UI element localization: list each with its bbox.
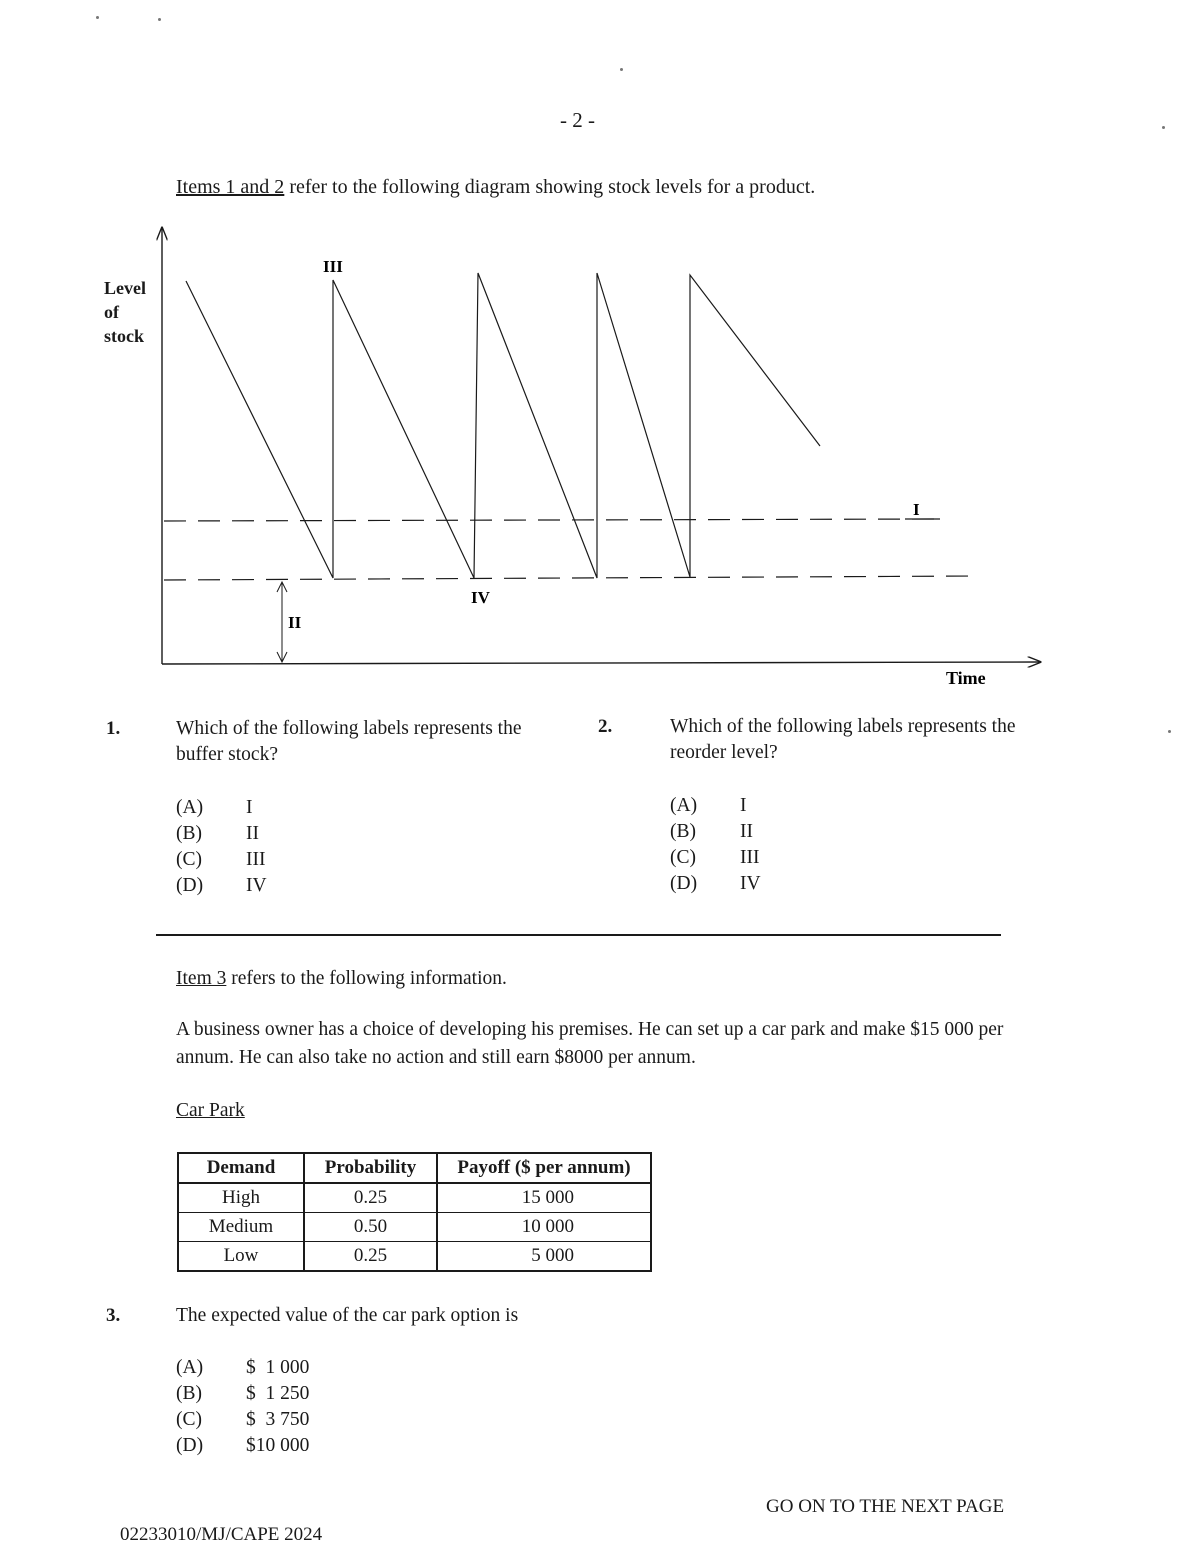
reorder-level-line [164,519,940,521]
payoff-table [177,1152,652,1272]
option-value: I [740,795,747,816]
q3-option[interactable] [176,1381,309,1407]
table-cell: Low [178,1242,304,1272]
item3-intro-text: refers to the following information. [226,968,507,989]
next-page-notice: GO ON TO THE NEXT PAGE [766,1496,1005,1517]
option-key: (A) [176,1357,204,1378]
y-axis-label-line: stock [104,326,144,346]
q2-number: 2. [598,716,613,737]
table-cell: 10 000 [437,1213,651,1242]
intro-text: refer to the following diagram showing stock levels for a product. [284,176,816,198]
q3-option[interactable] [176,1407,309,1433]
stock-level-diagram [0,0,1200,700]
option-key: (D) [176,1435,204,1456]
table-cell: Medium [178,1213,304,1242]
q1-option[interactable] [176,821,267,847]
q2-option[interactable] [670,819,761,845]
option-key: (C) [176,1409,202,1430]
q3-options [176,1355,309,1459]
option-key: (A) [670,795,698,816]
q2-option[interactable] [670,871,761,897]
label-IV: IV [471,588,490,607]
option-key: (B) [176,823,202,844]
option-key: (D) [670,873,698,894]
table-cell: 0.25 [304,1242,437,1272]
table-cell: 0.50 [304,1213,437,1242]
column-header: Demand [178,1153,304,1183]
q1-option[interactable] [176,795,267,821]
q1-option[interactable] [176,873,267,899]
q3-option[interactable] [176,1355,309,1381]
table-row [178,1242,651,1272]
option-value: $ 1 000 [246,1357,310,1378]
table-title: Car Park [176,1100,245,1121]
q1-text: Which of the following labels represents the buffer stock? [176,718,522,765]
scan-speck [1168,730,1171,733]
column-header: Payoff ($ per annum) [437,1153,651,1183]
option-value: $ 3 750 [246,1409,310,1430]
x-axis [162,662,1040,664]
option-value: II [246,823,259,844]
item3-paragraph: A business owner has a choice of developing his premises. He can set up a car park and make $15 000 per annum. He can also take no action and still earn $8000 per annum. [176,1019,1004,1068]
option-key: (C) [670,847,696,868]
q2-option[interactable] [670,845,761,871]
table-header-row [178,1153,651,1183]
option-value: III [740,847,760,868]
table-cell: 0.25 [304,1183,437,1213]
option-value: I [246,797,253,818]
x-axis-label: Time [946,668,986,688]
label-I: I [913,500,920,519]
option-key: (B) [670,821,696,842]
q2-options [670,793,761,897]
table-cell: 15 000 [437,1183,651,1213]
table-row [178,1213,651,1242]
label-III: III [323,257,343,276]
buffer-stock-line [164,576,978,580]
option-value: II [740,821,753,842]
page-number: - 2 - [560,108,595,132]
table-cell: 5 000 [437,1242,651,1272]
option-value: $ 1 250 [246,1383,310,1404]
q3-text: The expected value of the car park option is [176,1305,519,1326]
q3-option[interactable] [176,1433,309,1459]
q1-options [176,795,267,899]
option-value: III [246,849,266,870]
y-axis-label-line: Level [104,278,146,298]
section-divider [156,934,1001,936]
table-row [178,1183,651,1213]
q2-text: Which of the following labels represents the reorder level? [670,716,1016,763]
option-value: IV [740,873,761,894]
option-key: (C) [176,849,202,870]
y-axis-label [104,276,146,348]
paper-code: 02233010/MJ/CAPE 2024 [120,1524,323,1545]
option-value: $10 000 [246,1435,310,1456]
stock-level-sawtooth [186,273,820,578]
option-key: (A) [176,797,204,818]
option-key: (B) [176,1383,202,1404]
y-axis-label-line: of [104,302,119,322]
q2-option[interactable] [670,793,761,819]
q1-option[interactable] [176,847,267,873]
q1-number: 1. [106,718,121,739]
q3-number: 3. [106,1305,121,1326]
option-key: (D) [176,875,204,896]
column-header: Probability [304,1153,437,1183]
items-reference: Items 1 and 2 [176,176,285,198]
table-cell: High [178,1183,304,1213]
label-II: II [288,613,302,632]
option-value: IV [246,875,267,896]
item3-reference: Item 3 [176,968,227,989]
item3-intro [176,968,507,990]
